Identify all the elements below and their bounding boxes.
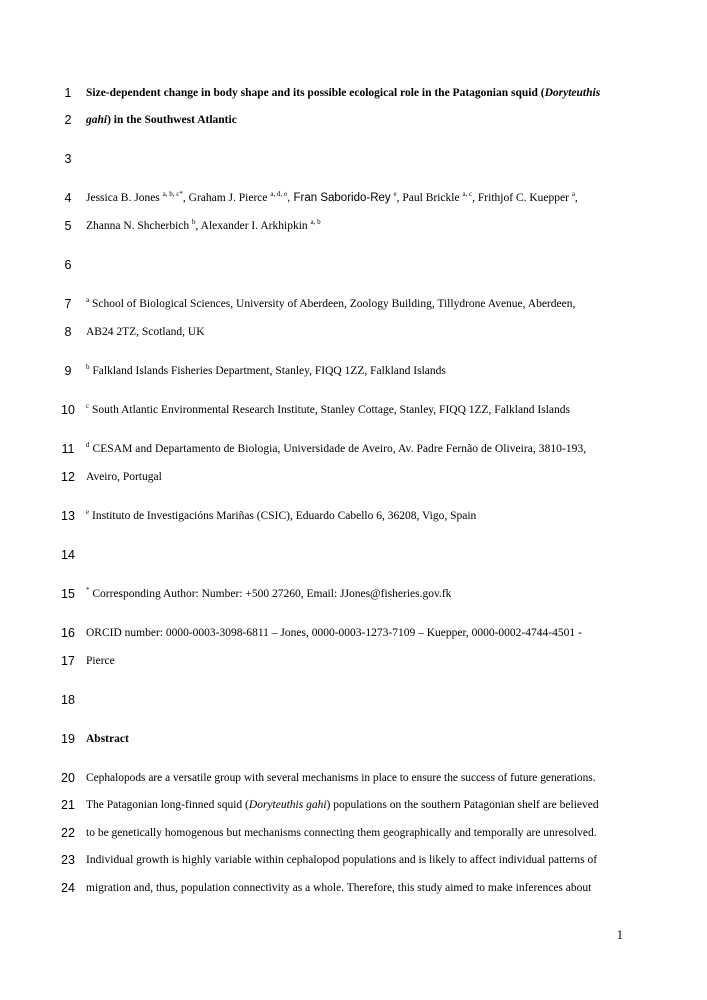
line-number: 4 xyxy=(64,191,72,205)
author-name: , Frithjof C. Kuepper xyxy=(472,192,569,204)
line-number: 18 xyxy=(61,693,75,707)
affiliation-text: South Atlantic Environmental Research Institute, Stanley Cottage, Stanley, FIQQ 1ZZ, Falkland Islands xyxy=(89,404,571,416)
author-separator: , xyxy=(574,192,578,204)
corresponding-marker: * xyxy=(86,586,90,595)
affiliation-marker: b xyxy=(86,363,90,372)
line-number: 15 xyxy=(61,587,75,601)
author-affiliation-marker: a, c xyxy=(462,190,473,199)
line-number: 12 xyxy=(61,470,75,484)
line-number: 9 xyxy=(64,364,72,378)
abstract-line: to be genetically homogenous but mechanisms connecting them geographically and temporally are unresolved. xyxy=(86,827,597,839)
page-number: 1 xyxy=(616,928,623,942)
affiliation-marker: c xyxy=(86,402,90,411)
line-number: 24 xyxy=(61,881,75,895)
author-affiliation-marker: a xyxy=(571,190,575,199)
line-number: 20 xyxy=(61,771,75,785)
affiliation-a xyxy=(86,297,575,311)
line-number: 3 xyxy=(64,152,72,166)
author-name: , Fran Saborido-Rey xyxy=(287,192,391,204)
affiliation-a-cont: AB24 2TZ, Scotland, UK xyxy=(86,326,205,338)
abstract-heading: Abstract xyxy=(86,733,129,745)
author-line-2 xyxy=(86,219,321,233)
line-number: 21 xyxy=(61,798,75,812)
affiliation-marker: d xyxy=(86,441,90,450)
line-number: 2 xyxy=(64,113,72,127)
abstract-text: The Patagonian long-finned squid ( xyxy=(86,799,249,811)
affiliation-text: Instituto de Investigacións Mariñas (CSIC), Eduardo Cabello 6, 36208, Vigo, Spain xyxy=(89,510,477,522)
author-affiliation-marker: a, b, c* xyxy=(162,190,183,199)
affiliation-b xyxy=(86,364,446,378)
line-number: 11 xyxy=(61,442,75,456)
author-affiliation-marker: a, d, e xyxy=(270,190,288,199)
line-number: 16 xyxy=(61,626,75,640)
line-number: 14 xyxy=(61,548,75,562)
affiliation-d-cont: Aveiro, Portugal xyxy=(86,471,162,483)
title-text-end: ) in the Southwest Atlantic xyxy=(107,114,237,126)
abstract-line xyxy=(86,798,599,812)
author-name: , Paul Brickle xyxy=(396,192,460,204)
line-number: 8 xyxy=(64,325,72,339)
orcid-line-1: ORCID number: 0000-0003-3098-6811 – Jones, 0000-0003-1273-7109 – Kuepper, 0000-0002-4744-4501 - xyxy=(86,627,582,639)
affiliation-c xyxy=(86,403,570,417)
author-name: Zhanna N. Shcherbich xyxy=(86,220,190,232)
author-affiliation-marker: b xyxy=(192,218,196,227)
title-text: Size-dependent change in body shape and its possible ecological role in the Patagonian squid ( xyxy=(86,87,545,99)
author-affiliation-marker: e xyxy=(393,190,397,199)
line-number: 19 xyxy=(61,732,75,746)
affiliation-text: CESAM and Departamento de Biologia, Universidade de Aveiro, Av. Padre Fernão de Oliveira, 3810-193, xyxy=(89,443,587,455)
line-number: 6 xyxy=(64,258,72,272)
affiliation-e xyxy=(86,509,476,523)
affiliation-d xyxy=(86,442,586,456)
abstract-line: migration and, thus, population connectivity as a whole. Therefore, this study aimed to make inferences about xyxy=(86,882,592,894)
affiliation-marker: e xyxy=(86,508,90,517)
author-name: , Alexander I. Arkhipkin xyxy=(195,220,308,232)
line-number: 17 xyxy=(61,654,75,668)
affiliation-text: Falkland Islands Fisheries Department, Stanley, FIQQ 1ZZ, Falkland Islands xyxy=(89,365,446,377)
author-line-1 xyxy=(86,191,578,205)
abstract-text: ) populations on the southern Patagonian shelf are believed xyxy=(326,799,599,811)
line-number: 23 xyxy=(61,853,75,867)
author-affiliation-marker: a, b xyxy=(310,218,321,227)
affiliation-text: School of Biological Sciences, University of Aberdeen, Zoology Building, Tillydrone Avenue, Aberdeen, xyxy=(89,298,576,310)
title-species-epithet: gahi xyxy=(86,114,108,126)
author-name: , Graham J. Pierce xyxy=(182,192,268,204)
abstract-line: Cephalopods are a versatile group with several mechanisms in place to ensure the success of future generations. xyxy=(86,772,596,784)
paper-title-line-1 xyxy=(86,86,600,100)
paper-title-line-2 xyxy=(86,113,237,127)
line-number: 1 xyxy=(64,86,72,100)
line-number: 7 xyxy=(64,297,72,311)
affiliation-marker: a xyxy=(86,296,90,305)
abstract-line: Individual growth is highly variable within cephalopod populations and is likely to affect individual patterns of xyxy=(86,854,598,866)
corresponding-author xyxy=(86,587,451,601)
line-number: 13 xyxy=(61,509,75,523)
line-number: 10 xyxy=(61,403,75,417)
line-number: 22 xyxy=(61,826,75,840)
title-species-genus: Doryteuthis xyxy=(544,87,601,99)
line-number: 5 xyxy=(64,219,72,233)
abstract-species: Doryteuthis gahi xyxy=(248,799,327,811)
corresponding-text: Corresponding Author: Number: +500 27260, Email: JJones@fisheries.gov.fk xyxy=(89,588,452,600)
orcid-line-2: Pierce xyxy=(86,655,115,667)
author-name: Jessica B. Jones xyxy=(86,192,160,204)
